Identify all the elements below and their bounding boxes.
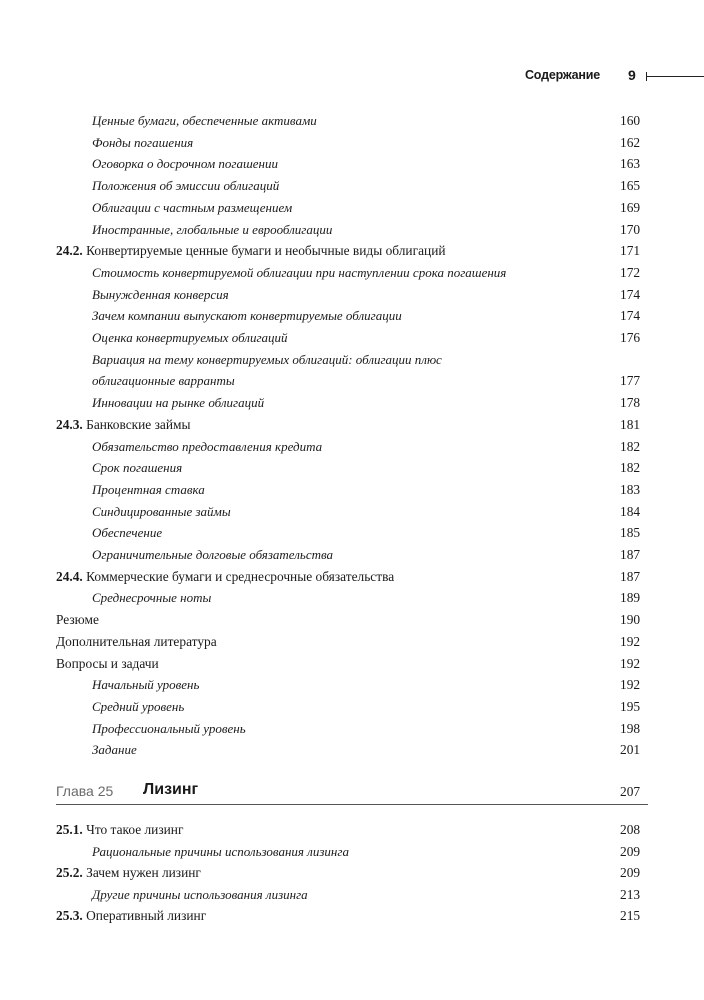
- toc-entry-title: Положения об эмиссии облигаций: [92, 178, 280, 194]
- toc-page-number: 177: [620, 373, 641, 389]
- toc-entry-title: Процентная ставка: [92, 481, 205, 497]
- toc-page-number: 209: [620, 865, 641, 880]
- toc-entry-title: Оценка конвертируемых облигаций: [92, 330, 288, 345]
- chapter-heading: [0, 780, 704, 806]
- toc-page-number: 176: [620, 330, 641, 345]
- toc-page-number: 174: [620, 286, 641, 302]
- toc-entry-title: [56, 864, 201, 882]
- toc-page-number: 195: [620, 698, 641, 714]
- toc-page-number: 178: [620, 395, 641, 411]
- chapter-rule: [56, 804, 648, 805]
- toc-entry-title: [56, 242, 446, 260]
- toc-page-number: 183: [620, 481, 641, 497]
- toc-entry-title: Обеспечение: [92, 525, 163, 541]
- toc-page-number: 208: [620, 822, 641, 837]
- toc-page-number: 182: [620, 438, 641, 454]
- chapter-title: Лизинг: [143, 781, 199, 798]
- toc-section-number: 24.2.: [56, 243, 83, 259]
- toc-section-title: Коммерческие бумаги и среднесрочные обязательства: [82, 568, 395, 584]
- toc-entry-title: Иностранные, глобальные и еврооблигации: [92, 221, 333, 237]
- toc-section-title: Конвертируемые ценные бумаги и необычные виды облигаций: [82, 243, 446, 259]
- toc-page-number: 192: [620, 655, 641, 671]
- running-head-page-number: 9: [628, 67, 636, 83]
- toc-entry-title: Ограничительные долговые обязательства: [92, 547, 334, 562]
- toc-section-title: Банковские займы: [82, 416, 191, 432]
- toc-page-number: 192: [620, 677, 641, 693]
- toc-entry-title: [56, 568, 394, 586]
- toc-page-number: 189: [620, 590, 641, 606]
- toc-page-number: 185: [620, 525, 641, 541]
- toc-page-number: 187: [620, 547, 641, 562]
- toc-page-number: 198: [620, 720, 641, 736]
- toc-entry-title: Среднесрочные ноты: [92, 590, 212, 606]
- toc-section-title: Что такое лизинг: [82, 822, 184, 837]
- toc-section-number: 24.3.: [56, 416, 83, 432]
- toc-entry-title: Обязательство предоставления кредита: [92, 438, 323, 454]
- toc-entry-title: Другие причины использования лизинга: [92, 886, 308, 902]
- toc-entry-title: Задание: [92, 742, 137, 758]
- toc-page-number: 215: [620, 908, 641, 923]
- toc-entry-title: Средний уровень: [92, 698, 185, 714]
- toc-entry-title: [56, 416, 190, 434]
- toc-entry-title: Начальный уровень: [92, 677, 200, 693]
- toc-page-number: 201: [620, 742, 641, 758]
- toc-section-number: 25.2.: [56, 865, 83, 880]
- toc-entry-title: облигационные варранты: [92, 373, 235, 389]
- toc-entry-title: Стоимость конвертируемой облигации при наступлении срока погашения: [92, 264, 507, 280]
- toc-entry-title: Срок погашения: [92, 460, 183, 476]
- toc-entry-title: Вариация на тему конвертируемых облигаций: облигации плюс: [92, 351, 442, 367]
- toc-page-number: 171: [620, 243, 641, 259]
- toc-entry-title: Облигации с частным размещением: [92, 199, 293, 215]
- toc-entry-title: Зачем компании выпускают конвертируемые облигации: [92, 308, 402, 324]
- toc-page-number: 182: [620, 460, 641, 476]
- toc-entry-title: Вопросы и задачи: [56, 655, 159, 671]
- toc-page-number: 187: [620, 568, 641, 584]
- toc-section-title: Зачем нужен лизинг: [82, 865, 201, 880]
- toc-section-number: 25.1.: [56, 822, 83, 837]
- toc-page-number: 162: [620, 134, 641, 150]
- toc-page-number: 165: [620, 178, 641, 194]
- chapter-page: 207: [620, 784, 641, 799]
- toc-entry-title: Резюме: [56, 612, 99, 628]
- toc-section-number: 25.3.: [56, 908, 83, 923]
- toc-entry-title: Синдицированные займы: [92, 503, 231, 519]
- toc-page-number: 163: [620, 156, 641, 172]
- toc-page-number: 192: [620, 633, 641, 649]
- toc-page-number: 213: [620, 886, 641, 902]
- toc-page-number: 184: [620, 503, 641, 519]
- toc-page-number: 160: [620, 113, 641, 128]
- toc-entry-title: Рациональные причины использования лизинга: [92, 843, 349, 859]
- toc-page-number: 169: [620, 199, 641, 215]
- toc-page-number: 190: [620, 612, 641, 628]
- running-head-title: Содержание: [524, 68, 600, 82]
- chapter-label: Глава 25: [56, 783, 114, 799]
- toc-section-number: 24.4.: [56, 568, 83, 584]
- toc-page-number: 209: [620, 843, 641, 859]
- toc-entry-title: Оговорка о досрочном погашении: [92, 156, 279, 172]
- toc-entry-title: Фонды погашения: [92, 134, 194, 150]
- toc-entry-title: Инновации на рынке облигаций: [92, 395, 265, 411]
- toc-entry-title: Ценные бумаги, обеспеченные активами: [92, 113, 317, 128]
- toc-page-number: 172: [620, 264, 641, 280]
- toc-entry-title: [56, 821, 183, 839]
- toc-entry-title: Вынужденная конверсия: [92, 286, 229, 302]
- toc-entry-title: [56, 907, 206, 925]
- toc-entry-title: Дополнительная литература: [56, 633, 217, 649]
- toc-page-number: 170: [620, 221, 641, 237]
- toc-page-number: 174: [620, 308, 641, 324]
- toc-page-number: 181: [620, 416, 641, 432]
- toc-section-title: Оперативный лизинг: [82, 908, 207, 923]
- toc-entry-title: Профессиональный уровень: [92, 720, 246, 736]
